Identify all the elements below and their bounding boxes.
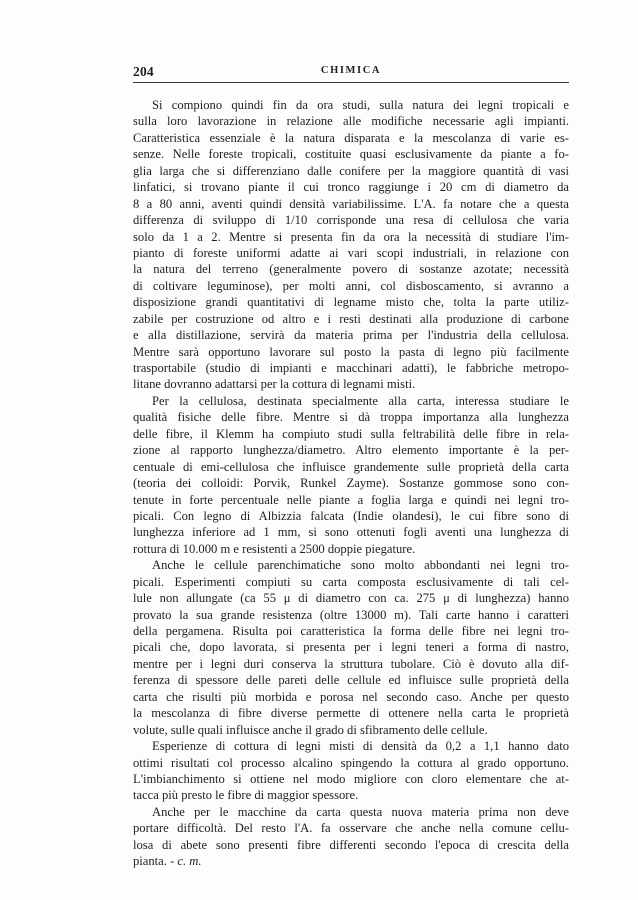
text-line: Per la cellulosa, destinata specialmente alla carta, interessa studiare le (152, 393, 569, 408)
text-line: Esperienze di cottura di legni misti di densità da 0,2 a 1,1 hanno dato (152, 739, 569, 754)
text-line: lule non allungate (ca 55 μ di diametro con ca. 275 μ di lunghezza) hanno (133, 591, 569, 606)
page-header (133, 64, 569, 84)
text-line: ottimi risultati col processo alcalino spingendo la cottura al grado opportuno. (133, 755, 569, 770)
text-line: senze. Nelle foreste tropicali, costituite quasi esclusivamente da piante a fo- (133, 147, 569, 162)
header-rule (133, 82, 569, 83)
text-line: sulla loro lavorazione in relazione alle modifiche necessarie agli impianti. (133, 114, 569, 129)
text-line: mentre per i legni duri conserva la struttura tubolare. Ciò è dovuto alla dif- (133, 656, 569, 671)
text-line: qualità fisiche delle fibre. Mentre si dà troppa importanza alla lunghezza (133, 410, 569, 425)
text-line: Si compiono quindi fin da ora studi, sulla natura dei legni tropicali e (152, 98, 569, 112)
text-line: pianta. - c. m. (133, 854, 202, 869)
text-line: della pergamena. Risulta poi caratteristica la forma delle fibre nei legni tro- (133, 624, 569, 638)
text-line: disposizione grandi quantitativi di legname misto che, tolta la parte utiliz- (133, 295, 569, 310)
text-line: Caratteristica essenziale è la natura disparata e la mescolanza di varie es- (133, 130, 569, 145)
text-line: (teoria dei colloidi: Porvik, Runkel Zayme). Sostanze gommose sono con- (133, 476, 569, 491)
running-title: CHIMICA (320, 65, 382, 76)
text-line: 8 a 80 anni, aventi quindi densità variabilissime. L'A. fa notare che a questa (133, 196, 569, 211)
text-line: centuale di emi-cellulosa che influisce grandemente sulle proprietà della carta (133, 459, 569, 474)
paragraph (133, 393, 569, 557)
text-line: losa di abete sono presenti fibre differenti secondo l'epoca di crescita della (133, 837, 569, 852)
text-line: Mentre sarà opportuno lavorare sul posto la pasta di legno più facilmente (133, 344, 569, 359)
text-line: Anche per le macchine da carta questa nuova materia prima non deve (152, 804, 569, 819)
text-line: zabile per costruzione od altro e i resti destinati alla produzione di carbone (133, 311, 569, 326)
text-line: picali. Con legno di Albizzia falcata (Indie olandesi), le cui fibre sono di (133, 508, 569, 523)
author-initials: c. m. (177, 854, 202, 869)
text-line: delle fibre, il Klemm ha compiuto studi sulla feltrabilità delle fibre in rela- (133, 426, 569, 441)
text-line: provato la sua grande resistenza (oltre 13000 m). Tali carte hanno i caratteri (133, 607, 569, 622)
text-line: zione al rapporto lunghezza/diametro. Altro elemento importante è la per- (133, 443, 569, 458)
text-line: la natura del terreno (generalmente povero di sostanze azotate; necessità (133, 262, 569, 277)
text-line: litane dovranno adattarsi per la cottura di legnami misti. (133, 377, 416, 392)
text-line: ferenza di spessore delle pareti delle cellule ed influisce sulle proprietà della (133, 673, 569, 688)
text-line: di coltivare leguminose), per molti anni, col disboscamento, si avranno a (133, 278, 569, 293)
text-line: volute, sulle quali influisce anche il grado di sfibramento delle cellule. (133, 722, 488, 737)
text-line: picali che, dopo lavorata, si presenta per i legni teneri a forma di nastro, (133, 640, 569, 655)
page-number: 204 (133, 64, 154, 79)
article-body (133, 97, 569, 870)
text-line: linfatici, si trovano piante il cui tronco raggiunge i 20 cm di diametro da (133, 180, 569, 195)
text-line: e alla distillazione, servirà da materia prima per l'industria della cellulosa. (133, 328, 569, 343)
paragraph (133, 557, 569, 738)
text-line: tacca più presto le fibre di maggior spessore. (133, 788, 359, 803)
text-line: carta che risulti più morbida e porosa nel secondo caso. Anche per questo (133, 689, 569, 704)
paragraph (133, 804, 569, 870)
text-line: tenute in forte percentuale nelle piante a foglia larga e quindi nei legni tro- (133, 492, 569, 507)
text-line: solo da 1 a 2. Mentre si presenta fin da ora la necessità di studiare l'im- (133, 229, 569, 244)
text-line: portare difficoltà. Del resto l'A. fa osservare che anche nella comune cellu- (133, 821, 569, 836)
text-line: pianto di foreste uniformi adatte ai vari scopi industriali, in relazione con (133, 245, 569, 260)
text-line: trasportabile (studio di impianti e macchinari adatti), le fabbriche metropo- (133, 361, 569, 375)
paragraph (133, 738, 569, 804)
text-line: la mescolanza di fibre diverse permette di ottenere nella carta le proprietà (133, 706, 569, 721)
text-line: differenza di sviluppo di 1/10 corrisponde una resa di cellulosa che varia (133, 213, 569, 228)
paragraph (133, 97, 569, 393)
text-line: Anche le cellule parenchimatiche sono molto abbondanti nei legni tro- (152, 558, 569, 573)
text-line: L'imbianchimento si ottiene nel modo migliore con cloro elementare che at- (133, 771, 569, 786)
text-line: glia larga che si differenziano dalle conifere per la maggiore quantità di vasi (133, 163, 569, 178)
text-line: picali. Esperimenti compiuti su carta composta esclusivamente di tali cel- (133, 574, 569, 589)
text-line: lunghezza inferiore ad 1 mm, si sono ottenuti fogli aventi una lunghezza di (133, 525, 569, 540)
text-line: rottura di 10.000 m e resistenti a 2500 doppie piegature. (133, 541, 416, 556)
